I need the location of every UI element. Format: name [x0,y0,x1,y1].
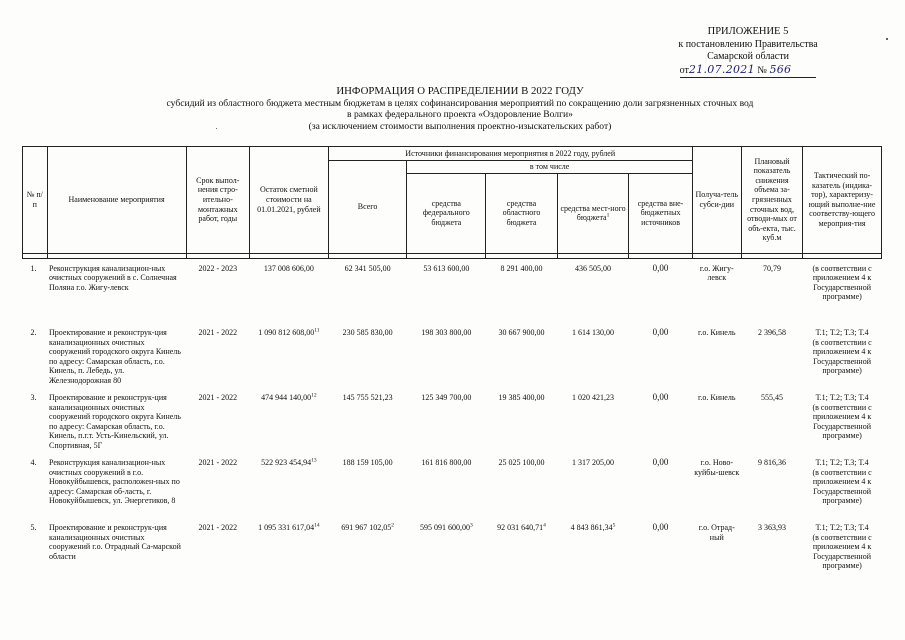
scan-speck [886,38,888,40]
appendix-signature-line [668,64,828,79]
row-measure-name: Реконструкция канализацион-ных очистных сооружений в с. Солнечная Поляна г.о. Жигу-левск [49,263,177,292]
row-recipient: г.о. Жигу-левск [699,263,734,283]
header-recipient: Получа-тель субси-дии [692,147,741,254]
cell-tactical-lead: Т.1; Т.2; Т.3; Т.4 [815,458,869,468]
appendix-from-prefix: от [679,64,689,76]
cell-regional: 25 025 100,00 [498,458,545,468]
row-term: 2021 - 2022 [198,328,238,338]
row-planned: 555,45 [760,393,783,403]
appendix-number-prefix: № [757,64,767,76]
header-federal: средства федерального бюджета [407,173,486,253]
cell-balance: 137 008 606,00 [263,263,314,273]
table-row [23,258,882,323]
cell-balance: 522 923 454,94 [261,458,312,468]
row-recipient: г.о. Отрад-ный [698,523,735,542]
cell-regional: 92 031 640,71 [497,523,544,533]
row-planned: 3 363,93 [757,523,786,533]
header-sources-group: Источники финансирования мероприятия в 2022 году, рублей [328,147,692,161]
cell-tactical: (в соответствии с приложением 4 к Государственной программе) [812,263,872,302]
cell-regional-sup: 4 [543,522,546,529]
row-total [328,518,407,583]
row-number: 3. [30,393,37,403]
row-local [557,388,629,453]
row-balance [249,388,328,453]
cell-tactical-lead: Т.1; Т.2; Т.3; Т.4 [815,328,869,338]
row-number: 5. [30,523,37,533]
row-regional [486,453,558,518]
handwritten-number: 566 [769,62,792,76]
cell-total: 62 341 505,00 [344,263,391,273]
cell-balance: 474 944 140,00 [261,393,312,403]
row-tactical [803,518,882,583]
heading-line-4: (за исключением стоимости выполнения проектно-изыскательских работ) [308,120,612,132]
row-recipient: г.о. Кинель [698,328,736,338]
row-federal [407,388,486,453]
header-term: Срок выпол-нения стро-ительно-монтажных работ, годы [186,147,249,254]
handwritten-date: 21.07.2021 [688,62,755,76]
appendix-line-3: Самарской области [707,51,789,62]
row-local [557,258,629,323]
row-measure-name: Проектирование и реконструк-ция канализационных очистных сооружений городского округа Кинель по адресу: Самарская область, г.о. Кинель, п.г.т. Усть-Кинельский, ул. Спортивная, 5Г [49,393,181,451]
cell-federal: 53 613 600,00 [423,263,470,273]
cell-total: 145 755 521,23 [342,393,393,403]
cell-local: 1 317 205,00 [572,458,615,468]
row-recipient: г.о. Ново-куйбы-шевск [694,458,740,477]
row-measure-name: Реконструкция канализацион-ных очистных сооружений в г.о. Новокуйбышевск, расположен-ных по адресу: Самарская об-ласть, г. Новокуйбышевск, ул. Энергетиков, 8 [49,458,180,506]
row-extra: 0,00 [652,392,669,403]
cell-federal: 595 091 600,00 [419,523,470,533]
table-row [23,518,882,583]
row-extra: 0,00 [652,262,669,273]
cell-balance-sup: 13 [311,457,317,464]
row-extra: 0,00 [652,522,669,533]
row-planned: 2 396,58 [757,328,786,338]
table-row [23,453,882,518]
cell-tactical: (в соответствии с приложением 4 к Государственной программе) [812,467,872,506]
cell-tactical-lead: Т.1; Т.2; Т.3; Т.4 [815,393,869,403]
cell-tactical: (в соответствии с приложением 4 к Государственной программе) [812,337,872,376]
row-federal [407,258,486,323]
row-regional [486,258,558,323]
header-extra: средства вне-бюджетных источников [629,173,692,253]
row-local [557,518,629,583]
row-tactical [803,453,882,518]
row-tactical [803,323,882,388]
document-heading [100,86,820,132]
row-regional [486,518,558,583]
row-federal [407,323,486,388]
table-body [23,258,882,583]
row-total [328,388,407,453]
cell-regional: 19 385 400,00 [498,393,545,403]
cell-total: 691 967 102,05 [341,523,392,533]
heading-line-2: субсидий из областного бюджета местным бюджетам в целях софинансирования мероприятий по сокращению доли загрязненных сточных вод [166,97,754,109]
row-term: 2021 - 2022 [198,393,238,403]
header-planned: Плановый показатель снижения объема за-грязненных сточных вод, отводи-мых от объ-екта, тыс. куб.м [741,147,802,254]
row-federal [407,518,486,583]
appendix-title: ПРИЛОЖЕНИЕ 5 [707,26,789,37]
appendix-block [668,26,828,78]
cell-federal: 161 816 800,00 [421,458,472,468]
cell-local: 4 843 861,34 [570,523,613,533]
row-balance [249,323,328,388]
cell-tactical-lead: Т.1; Т.2; Т.3; Т.4 [815,523,869,533]
cell-local: 436 505,00 [575,263,612,273]
cell-balance-sup: 14 [314,522,320,529]
cell-balance-sup: 12 [311,392,317,399]
cell-regional: 8 291 400,00 [500,263,543,273]
header-num: № п/п [23,147,48,254]
cell-balance-sup: 11 [314,327,320,334]
row-number: 2. [30,328,37,338]
row-planned: 70,79 [762,263,781,273]
row-recipient: г.о. Кинель [698,393,736,403]
row-term: 2021 - 2022 [198,458,238,468]
row-term: 2021 - 2022 [198,523,238,533]
cell-local-sup: 5 [612,522,616,529]
row-balance [249,518,328,583]
header-balance: Остаток сметной стоимости на 01.01.2021, рублей [249,147,328,254]
row-local [557,453,629,518]
cell-tactical: (в соответствии с приложением 4 к Государственной программе) [812,532,872,571]
header-tactical: Тактический по-казатель (индика-тор), характеризу-ющий выполне-ние соответству-ющего мероприя-тия [803,147,882,254]
row-measure-name: Проектирование и реконструк-ция канализационных очистных сооружений г.о. Отрадный Са-марской области [49,523,181,561]
row-balance [249,453,328,518]
cell-local: 1 020 421,23 [572,393,615,403]
cell-federal-sup: 3 [469,522,473,529]
row-federal [407,453,486,518]
row-number: 4. [30,458,37,468]
row-total [328,323,407,388]
cell-local: 1 614 130,00 [572,328,615,338]
cell-federal: 125 349 700,00 [421,393,472,403]
header-name: Наименование мероприятия [47,147,186,254]
row-term: 2022 - 2023 [198,263,238,273]
distribution-table [22,146,882,583]
row-planned: 9 816,36 [757,458,786,468]
row-extra: 0,00 [652,327,669,338]
row-tactical [803,258,882,323]
cell-total: 188 159 105,00 [342,458,393,468]
header-local [557,173,629,253]
cell-balance: 1 090 812 608,00 [258,328,315,338]
row-balance [249,258,328,323]
row-extra: 0,00 [652,457,669,468]
document-title: ИНФОРМАЦИЯ О РАСПРЕДЕЛЕНИИ В 2022 ГОДУ [336,85,584,97]
row-regional [486,388,558,453]
row-tactical [803,388,882,453]
header-total: Всего [328,161,407,254]
header-including: в том числе [407,161,692,174]
row-local [557,323,629,388]
header-local-label: средства мест-ного бюджета [560,203,626,223]
heading-line-3: в рамках федерального проекта «Оздоровление Волги» [347,109,573,120]
cell-tactical: (в соответствии с приложением 4 к Государственной программе) [812,402,872,441]
row-number: 1. [30,263,37,273]
appendix-line-2: к постановлению Правительства [678,38,818,50]
row-total [328,453,407,518]
cell-federal: 198 303 800,00 [421,328,472,338]
scan-speck [216,128,217,129]
row-regional [486,323,558,388]
header-local-footnote: 1 [606,212,610,219]
row-total [328,258,407,323]
cell-total: 230 585 830,00 [342,328,393,338]
cell-regional: 30 667 900,00 [498,328,545,338]
cell-total-sup: 2 [391,522,394,529]
cell-balance: 1 095 331 617,04 [258,523,315,533]
table-row [23,323,882,388]
table-row [23,388,882,453]
header-regional: средства областного бюджета [486,173,558,253]
row-measure-name: Проектирование и реконструк-ция канализационных очистных сооружений городского округа Кинель по адресу: Самарская область, г.о. Кинель, п. Лебедь, ул. Железнодорожная 80 [49,328,181,386]
